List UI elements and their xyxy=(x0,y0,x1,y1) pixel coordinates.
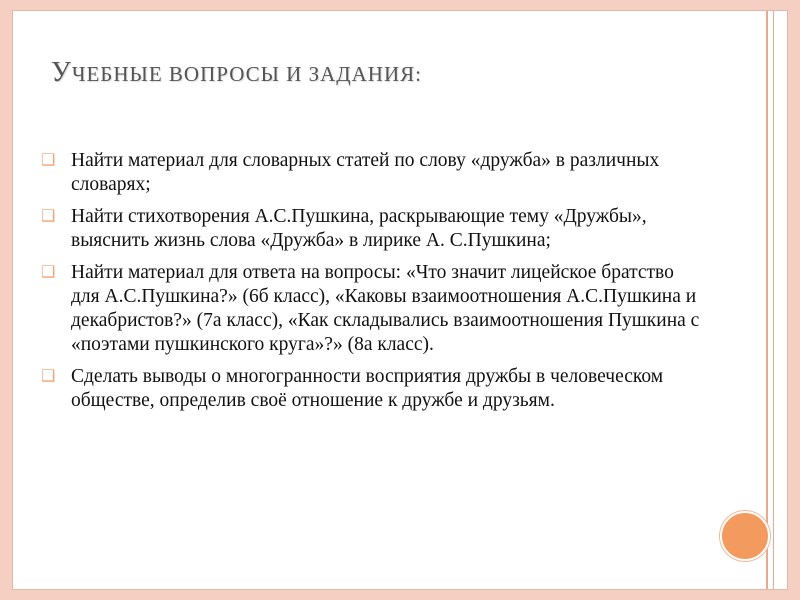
bullet-icon: ❑ xyxy=(41,152,56,169)
list-item: ❑ Найти материал для словарных статей по слову «дружба» в различных словарях; xyxy=(41,150,660,195)
list-item: ❑ Найти стихотворения А.С.Пушкина, раскрывающие тему «Дружбы», выяснить жизнь слова «Дружба» в лирике А. С.Пушкина; xyxy=(41,206,647,251)
slide xyxy=(12,10,788,590)
bullet-icon: ❑ xyxy=(41,208,56,225)
accent-circle xyxy=(720,511,770,561)
decorative-line-thin xyxy=(773,11,774,589)
list-item: ❑ Сделать выводы о многогранности восприятия дружбы в человеческом обществе, определив своё отношение к дружбе и друзьям. xyxy=(41,366,664,411)
list-item: ❑ Найти материал для ответа на вопросы: «Что значит лицейское братство для А.С.Пушкина?» (6б класс), «Каковы взаимоотношения А.С.Пушкина и декабристов?» (7а класс), «Как складывались взаимоотношения Пушкина с «поэтами пушкинского круга»?» (8а класс). xyxy=(41,262,700,355)
bullet-icon: ❑ xyxy=(41,264,56,281)
slide-title: УЧЕБНЫЕ ВОПРОСЫ И ЗАДАНИЯ: xyxy=(51,57,422,88)
bullet-icon: ❑ xyxy=(41,368,56,385)
decorative-line xyxy=(766,11,768,589)
task-list xyxy=(41,149,701,421)
